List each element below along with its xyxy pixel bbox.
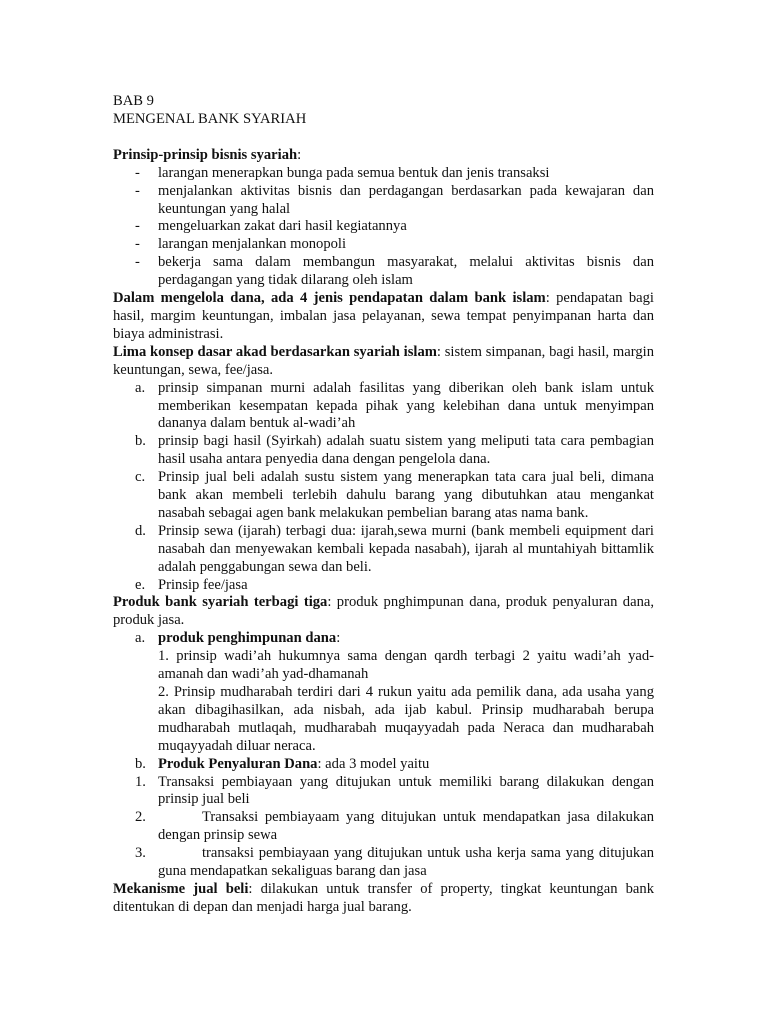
list-item-text: Prinsip fee/jasa — [158, 576, 248, 593]
list-item — [113, 756, 654, 774]
list-item-text: Prinsip sewa (ijarah) terbagi dua: ijarah,sewa murni (bank membeli equipment dari nasabah dan menyewakan kembali kepada nasabah), ijarah al muntahiyah bittamlik adalah penggabungan sewa dan beli. — [158, 522, 654, 575]
list-item — [113, 165, 654, 183]
list-item — [113, 236, 654, 254]
pendapatan-heading: Dalam mengelola dana, ada 4 jenis pendapatan dalam bank islam — [113, 290, 546, 307]
list-marker: d. — [135, 522, 146, 539]
dash-marker: - — [135, 164, 140, 181]
list-marker: e. — [135, 576, 146, 593]
list-marker: 1. — [135, 773, 146, 790]
list-item-text: mengeluarkan zakat dari hasil kegiatannya — [158, 218, 407, 235]
konsep-heading: Lima konsep dasar akad berdasarkan syariah islam — [113, 343, 437, 360]
list-item-text: Prinsip jual beli adalah sustu sistem yang menerapkan tata cara jual beli, dimana bank akan membeli terlebih dahulu barang yang dibutuhkan atau mengankat nasabah sebagai agen bank melakukan pembelian barang atas nama bank. — [158, 469, 654, 521]
list-item-text: larangan menerapkan bunga pada semua bentuk dan jenis transaksi — [158, 164, 550, 181]
dash-marker: - — [135, 182, 140, 199]
list-item — [113, 183, 654, 219]
list-marker: a. — [135, 379, 146, 396]
list-item — [113, 774, 654, 810]
list-item — [113, 809, 654, 845]
dash-marker: - — [135, 254, 140, 271]
list-item-text: prinsip bagi hasil (Syirkah) adalah suatu sistem yang meliputi tata cara pembagian hasil usaha antara penyedia dana dengan pengelola dana. — [158, 433, 654, 468]
list-item-text: menjalankan aktivitas bisnis dan perdagangan berdasarkan pada kewajaran dan keuntungan yang halal — [158, 182, 654, 217]
penghimpunan-heading: produk penghimpunan dana — [158, 630, 337, 647]
list-marker: 2. — [135, 809, 146, 826]
list-item — [113, 630, 654, 755]
list-item-text: Transaksi pembiayaam yang ditujukan untuk mendapatkan jasa dilakukan dengan prinsip sewa — [158, 809, 654, 844]
pendapatan-paragraph — [113, 290, 654, 344]
konsep-text: : sistem simpanan, bagi hasil, margin keuntungan, sewa, fee/jasa. — [113, 343, 654, 378]
pendapatan-text: : pendapatan bagi hasil, margim keuntungan, imbalan jasa pelayanan, sewa tempat penyimpanan harta dan biaya administrasi. — [113, 290, 654, 342]
list-item-text: Transaksi pembiayaan yang ditujukan untuk memiliki barang dilakukan dengan prinsip jual beli — [158, 773, 654, 808]
penghimpunan-section — [158, 630, 654, 755]
list-item-text: bekerja sama dalam membangun masyarakat, melalui aktivitas bisnis dan perdagangan yang tidak dilarang oleh islam — [158, 254, 654, 289]
produk-paragraph — [113, 594, 654, 630]
konsep-list — [113, 380, 654, 595]
penghimpunan-heading-line — [158, 630, 654, 648]
penghimpunan-heading-suffix: : — [336, 630, 341, 647]
document-body — [113, 93, 654, 917]
list-item-text: transaksi pembiayaan yang ditujukan untuk usha kerja sama yang ditujukan guna mendapatkan sekaliguas barang dan jasa — [158, 845, 654, 880]
penyaluran-model-list — [113, 774, 654, 881]
dash-marker: - — [135, 236, 140, 253]
produk-text: : produk pnghimpunan dana, produk penyaluran dana, produk jasa. — [113, 594, 654, 629]
prinsip-list — [113, 165, 654, 290]
penyaluran-heading-line — [158, 756, 654, 774]
list-item — [113, 523, 654, 577]
penghimpunan-point-2: 2. Prinsip mudharabah terdiri dari 4 rukun yaitu ada pemilik dana, ada usaha yang akan dibagihasilkan, ada nisbah, ada ijab kabul. Prinsip mudharabah berupa mudharabah mutlaqah, mudharabah muqayyadah pada Neraca dan mudharabah muqayyadah diluar neraca. — [158, 684, 654, 754]
prinsip-heading-suffix: : — [297, 146, 302, 163]
list-item — [113, 218, 654, 236]
list-item-text: prinsip simpanan murni adalah fasilitas yang diberikan oleh bank islam untuk memberikan kesempatan kepada pihak yang kelebihan dana untuk menyimpan dananya dalam bentuk al-wadi’ah — [158, 379, 654, 432]
list-item — [113, 380, 654, 434]
list-marker: b. — [135, 755, 146, 772]
list-marker: a. — [135, 630, 146, 647]
konsep-paragraph — [113, 344, 654, 380]
prinsip-heading: Prinsip-prinsip bisnis syariah — [113, 146, 298, 163]
prinsip-heading-line — [113, 147, 654, 165]
produk-list — [113, 630, 654, 773]
list-item — [113, 433, 654, 469]
list-item — [113, 469, 654, 523]
mekanisme-heading: Mekanisme jual beli — [113, 880, 249, 897]
dash-marker: - — [135, 218, 140, 235]
list-item-text: larangan menjalankan monopoli — [158, 236, 347, 253]
penghimpunan-point-1: 1. prinsip wadi’ah hukumnya sama dengan qardh terbagi 2 yaitu wadi’ah yad-amanah dan wadi’ah yad-dhamanah — [158, 648, 654, 683]
list-marker: b. — [135, 433, 146, 450]
chapter-number: BAB 9 — [113, 93, 154, 109]
list-item — [113, 845, 654, 881]
chapter-title: MENGENAL BANK SYARIAH — [113, 110, 307, 127]
list-marker: c. — [135, 469, 146, 486]
list-item — [113, 577, 654, 595]
penyaluran-heading: Produk Penyaluran Dana — [158, 755, 318, 772]
list-item — [113, 254, 654, 290]
list-marker: 3. — [135, 845, 146, 862]
penyaluran-text: : ada 3 model yaitu — [317, 755, 430, 772]
produk-heading: Produk bank syariah terbagi tiga — [113, 594, 328, 611]
mekanisme-paragraph — [113, 881, 654, 917]
mekanisme-text: : dilakukan untuk transfer of property, tingkat keuntungan bank ditentukan di depan dan menjadi harga jual barang. — [113, 880, 654, 915]
